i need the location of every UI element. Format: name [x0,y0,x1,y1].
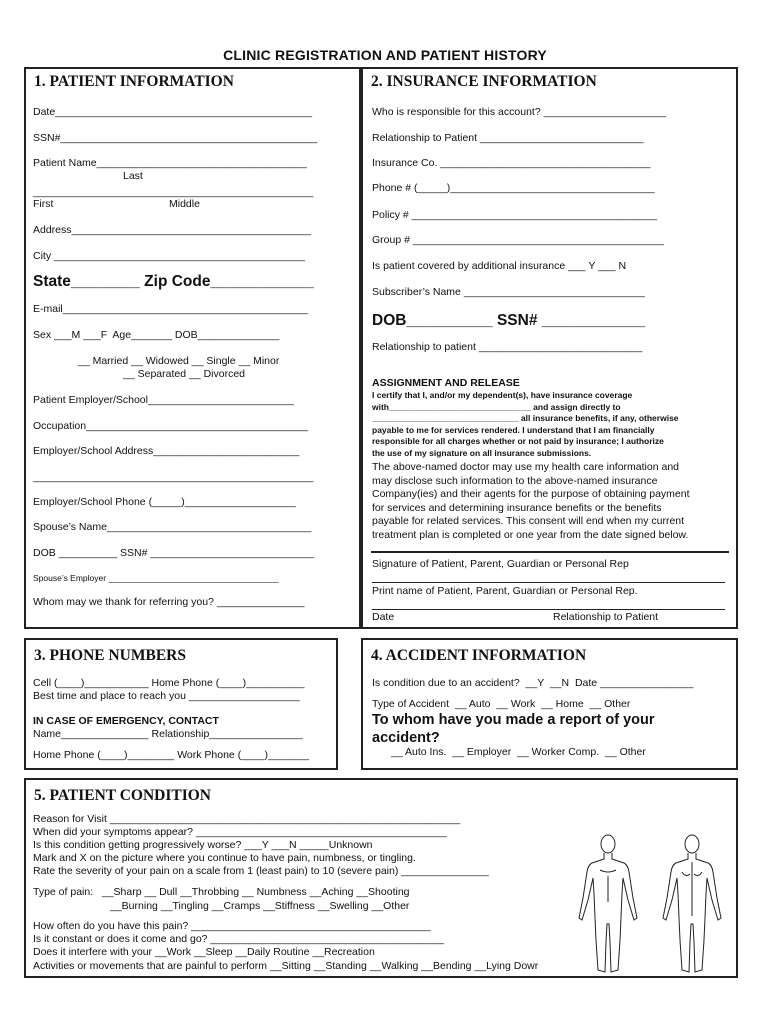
middle-name-label: Middle [169,198,200,210]
release-text-1: The above-named doctor may use my health care information and [372,461,679,473]
release-text-6: treatment plan is completed or one year from the date signed below. [372,528,689,541]
body-back-figure[interactable] [658,832,726,977]
first-name-label: First [33,198,54,210]
date-field[interactable]: Date____________________________________________ [33,106,313,118]
subscriber-relationship-field[interactable]: Relationship to patient ____________________________ [372,341,643,353]
mark-picture-instruction: Mark and X on the picture where you continue to have pain, numbness, or tingling. [33,852,416,864]
spouse-name-field[interactable]: Spouse’s Name___________________________________ [33,521,312,533]
signature-date-label: Date [372,611,395,623]
subscriber-dob-ssn-field[interactable]: DOB__________ SSN# ____________ [372,312,646,329]
cell-home-phone-field[interactable]: Cell (____)___________ Home Phone (____)__________ [33,677,305,689]
first-middle-name-field[interactable]: ________________________________________________ [33,186,314,198]
spouse-employer-field[interactable]: Spouse’s Employer ____________________________________ [33,573,279,583]
accident-type-options[interactable]: Type of Accident __ Auto __ Work __ Home __ Other [372,698,631,710]
pain-interference-options[interactable]: Does it interfere with your __Work __Sleep __Daily Routine __Recreation [33,946,375,958]
print-name-label: Print name of Patient, Parent, Guardian or Personal Rep. [372,585,638,597]
symptoms-appear-field[interactable]: When did your symptoms appear? ___________________________________________ [33,826,447,838]
email-field[interactable]: E-mail__________________________________________ [33,303,309,315]
assignment-text-5: responsible for all charges whether or not paid by insurance; I authorize [372,436,664,446]
employer-phone-field[interactable]: Employer/School Phone (_____)___________________ [33,496,296,508]
assignment-text-6: the use of my signature on all insurance submissions. [372,447,592,458]
city-field[interactable]: City ___________________________________________ [33,250,306,262]
body-front-figure[interactable] [574,832,642,977]
best-time-field[interactable]: Best time and place to reach you ___________________ [33,690,300,702]
patient-information-section [24,67,361,629]
report-question-2: accident? [372,730,440,746]
spouse-dob-ssn-field[interactable]: DOB __________ SSN# ____________________________ [33,547,314,559]
employer-address-field[interactable]: Employer/School Address_________________________ [33,445,300,457]
emergency-contact-heading: IN CASE OF EMERGENCY, CONTACT [33,715,219,727]
print-name-line[interactable] [372,609,725,610]
subscriber-name-field[interactable]: Subscriber’s Name _______________________________ [372,286,645,298]
pain-constant-field[interactable]: Is it constant or does it come and go? ________________________________________ [33,933,445,945]
patient-condition-section [24,778,738,978]
employer-school-field[interactable]: Patient Employer/School_________________________ [33,394,294,406]
phone-numbers-heading: 3. PHONE NUMBERS [34,647,186,664]
marital-status-options-2[interactable]: __ Separated __ Divorced [123,368,245,380]
signature-relationship-label: Relationship to Patient [553,611,659,623]
assignment-text-4: payable to me for services rendered. I understand that I am financially [372,424,655,435]
reason-for-visit-field[interactable]: Reason for Visit ____________________________________________________________ [33,813,461,825]
release-text-4: for services and determining insurance benefits or the benefits [372,501,662,514]
signature-line[interactable] [372,582,725,583]
insurance-information-section [361,67,738,629]
accident-date-field[interactable]: Is condition due to an accident? __Y __N Date ________________ [372,677,694,689]
phone-numbers-section [24,638,338,770]
insurance-company-field[interactable]: Insurance Co. ____________________________________ [372,157,651,169]
accident-information-section [361,638,738,770]
emergency-name-field[interactable]: Name_______________ Relationship________________ [33,728,303,740]
progressively-worse-options[interactable]: Is this condition getting progressively worse? ___Y ___N _____Unknown [33,839,373,851]
additional-insurance-field[interactable]: Is patient covered by additional insurance ___ Y ___ N [372,260,627,272]
patient-information-heading: 1. PATIENT INFORMATION [34,73,234,90]
report-question-1: To whom have you made a report of your [372,712,655,728]
insurance-phone-field[interactable]: Phone # (_____)___________________________________ [372,182,655,194]
release-text-3: Company(ies) and their agents for the purpose of obtaining payment [372,488,690,500]
pain-type-options-2[interactable]: __Burning __Tingling __Cramps __Stiffness __Swelling __Other [110,900,410,912]
painful-activities-options[interactable]: Activities or movements that are painful to perform __Sitting __Standing __Walking __Bending __Lying Dowr [33,960,539,972]
patient-condition-heading: 5. PATIENT CONDITION [34,787,211,804]
accident-information-heading: 4. ACCIDENT INFORMATION [371,647,587,664]
employer-address-line-2[interactable]: ________________________________________________ [33,471,314,483]
release-text-5: payable for related services. This consent will end when my current [372,515,685,527]
form-title: CLINIC REGISTRATION AND PATIENT HISTORY [223,47,547,63]
address-field[interactable]: Address_________________________________________ [33,224,311,236]
signature-label: Signature of Patient, Parent, Guardian or Personal Rep [372,558,629,570]
marital-status-options[interactable]: __ Married __ Widowed __ Single __ Minor [78,355,280,367]
policy-number-field[interactable]: Policy # __________________________________________ [372,209,657,221]
responsible-party-field[interactable]: Who is responsible for this account? _____________________ [372,106,667,118]
ssn-field[interactable]: SSN#____________________________________________ [33,132,318,144]
state-zip-field[interactable]: State________ Zip Code____________ [33,273,314,290]
group-number-field[interactable]: Group # ___________________________________________ [372,234,664,246]
assignment-text-1: I certify that I, and/or my dependent(s), have insurance coverage [372,390,633,400]
sex-age-dob-field[interactable]: Sex ___M ___F Age_______ DOB______________ [33,329,280,341]
signature-divider [371,551,729,553]
assignment-text-3[interactable]: _______________________________ all insurance benefits, if any, otherwise [372,413,679,423]
report-options[interactable]: __ Auto Ins. __ Employer __ Worker Comp. __ Other [391,746,646,758]
pain-severity-field[interactable]: Rate the severity of your pain on a scale from 1 (least pain) to 10 (severe pain) _______________ [33,865,489,877]
insurance-information-heading: 2. INSURANCE INFORMATION [371,73,597,90]
assignment-heading: ASSIGNMENT AND RELEASE [372,377,520,389]
last-name-label: Last [123,170,143,182]
emergency-phones-field[interactable]: Home Phone (____)________ Work Phone (____)_______ [33,749,309,761]
relationship-to-patient-field[interactable]: Relationship to Patient ____________________________ [372,132,644,144]
release-text-2: may disclose such information to the above-named insurance [372,474,658,487]
pain-frequency-field[interactable]: How often do you have this pain? _________________________________________ [33,920,431,932]
occupation-field[interactable]: Occupation______________________________________ [33,420,309,432]
patient-name-field[interactable]: Patient Name____________________________________ [33,157,307,169]
pain-type-options-1[interactable]: Type of pain: __Sharp __ Dull __Throbbing __ Numbness __Aching __Shooting [33,886,410,898]
referral-field[interactable]: Whom may we thank for referring you? _______________ [33,596,305,608]
assignment-text-2[interactable]: with______________________________ and assign directly to [372,401,621,412]
